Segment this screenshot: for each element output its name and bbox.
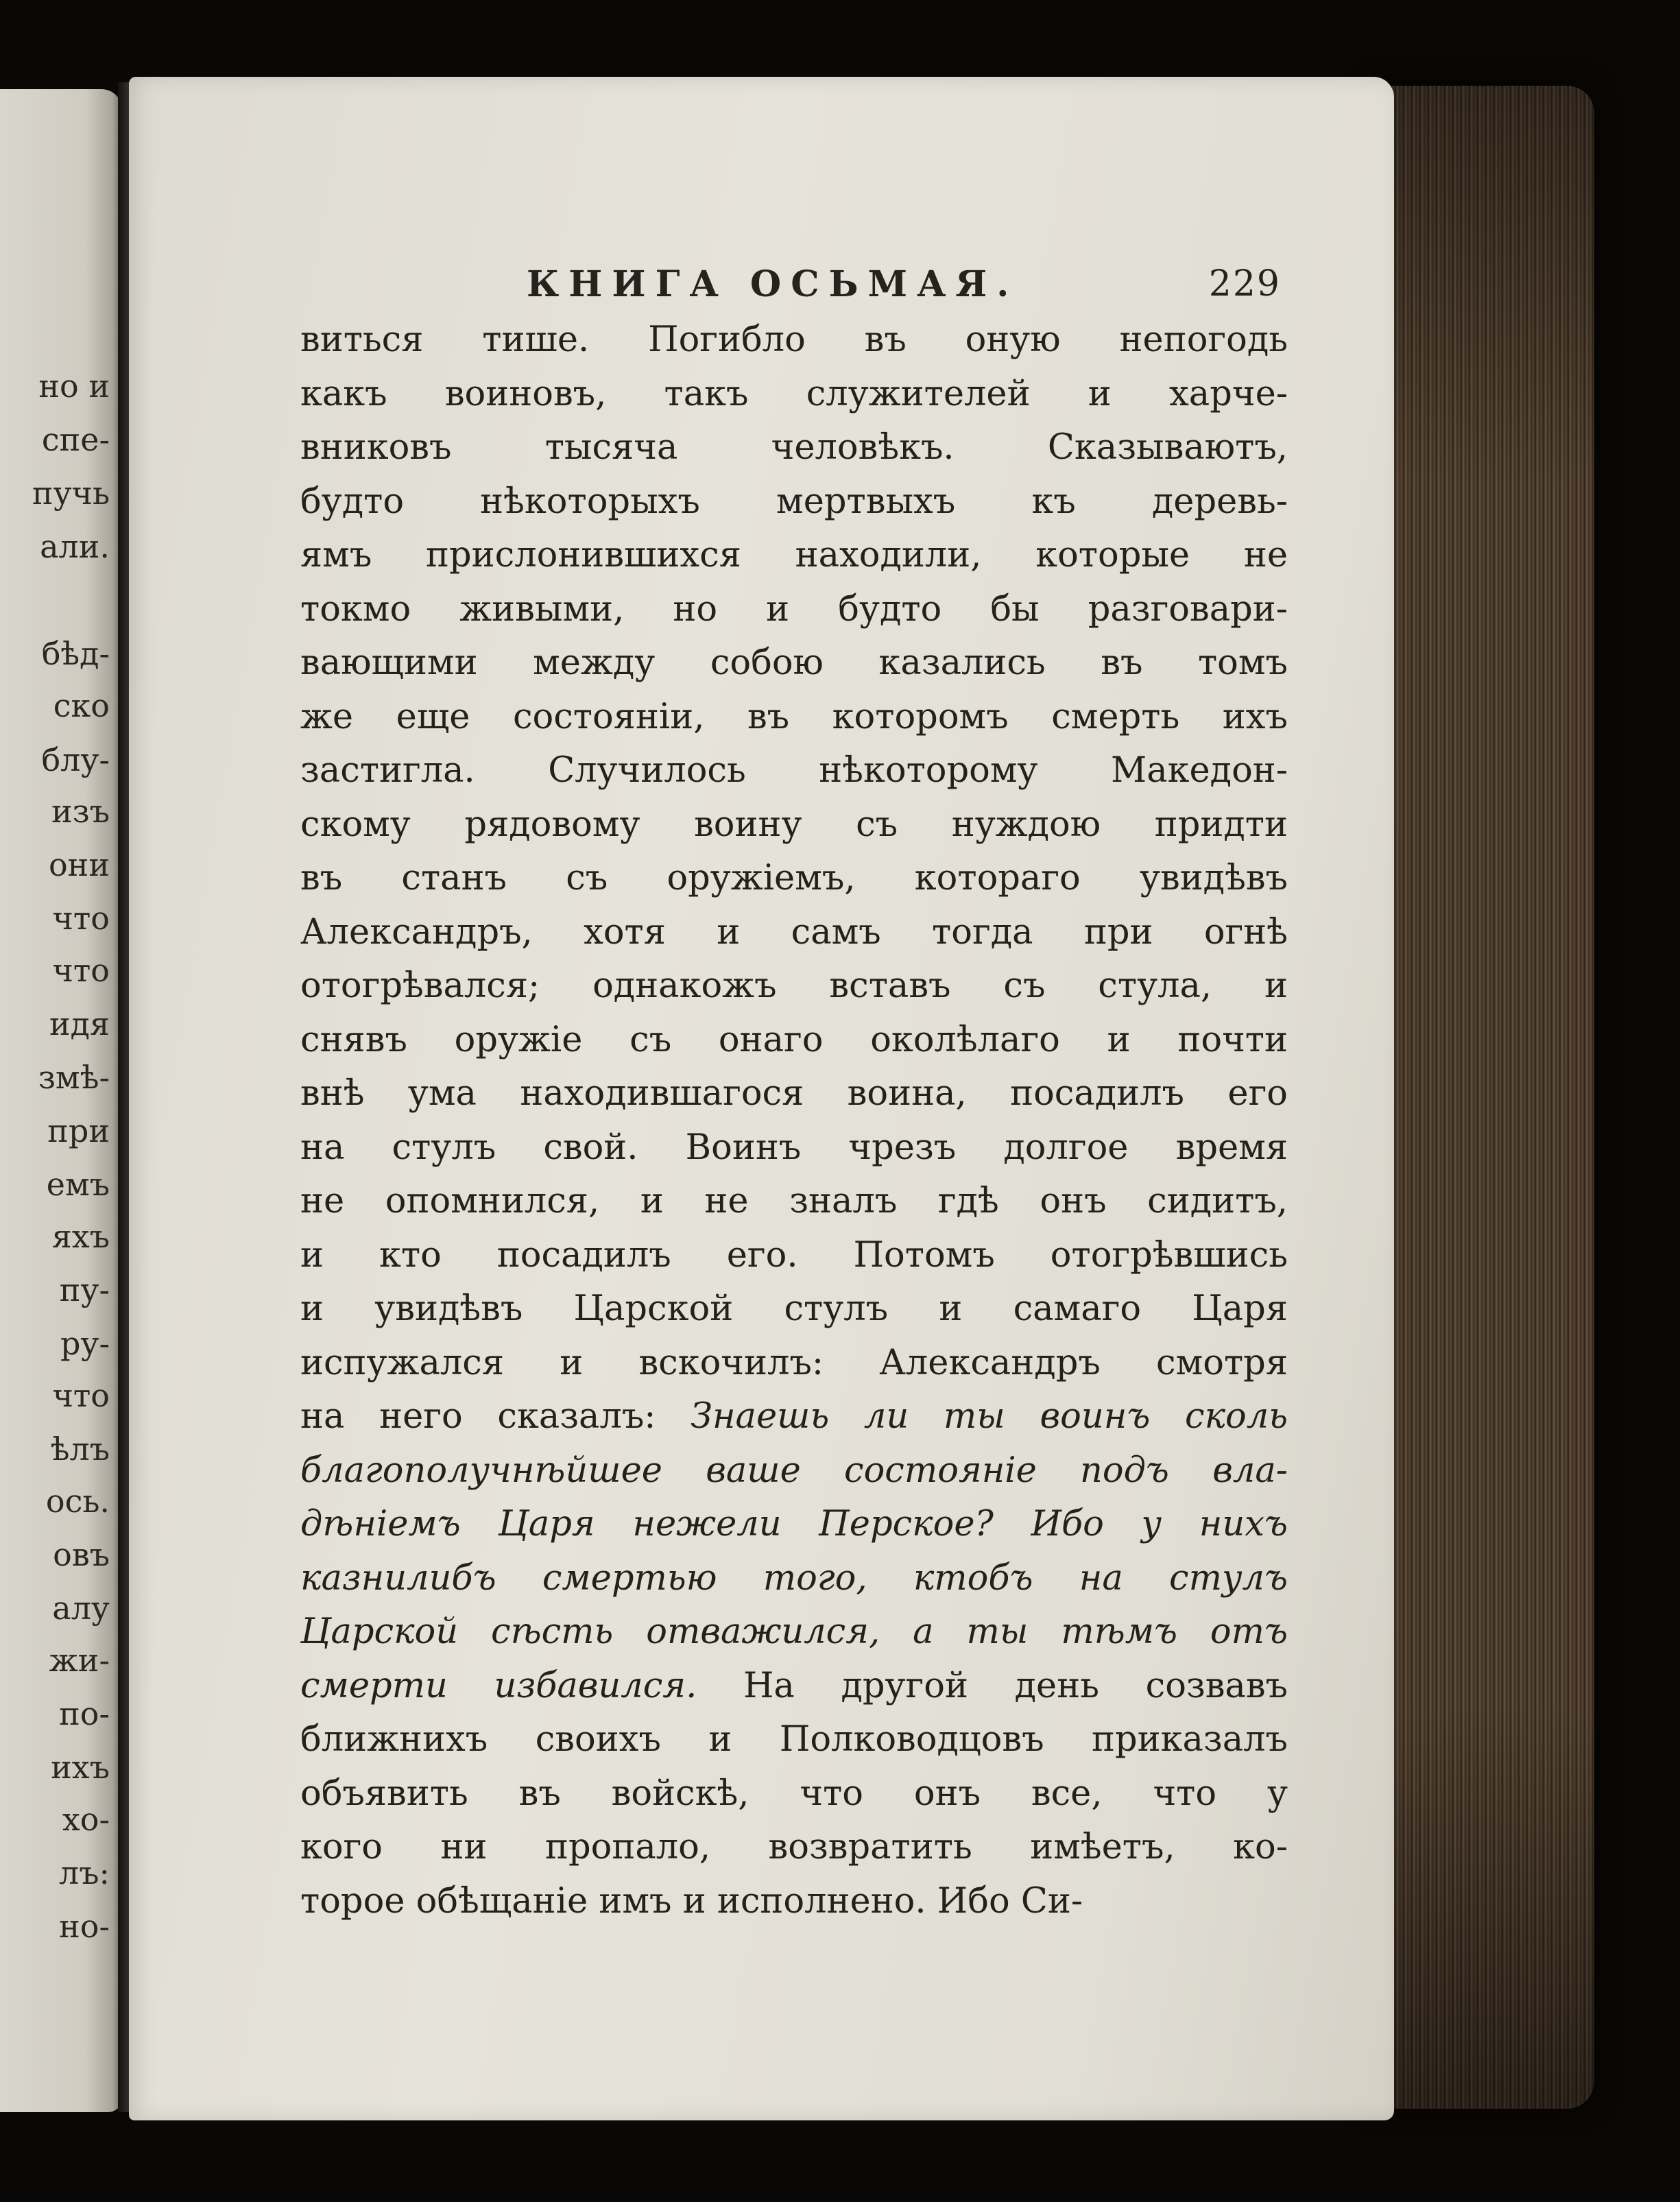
left-page-fragment: ру- bbox=[60, 1325, 110, 1362]
text-line: ямъ прислонившихся находили, которые не bbox=[300, 535, 1288, 575]
left-page-fragment: змѣ- bbox=[38, 1059, 110, 1096]
text-line: и увидѣвъ Царской стулъ и самаго Царя bbox=[300, 1289, 1288, 1329]
italic-speech: Знаешь ли ты воинъ сколь bbox=[691, 1396, 1288, 1437]
text-line: торое обѣщаніе имъ и исполнено. Ибо Си- bbox=[300, 1880, 1083, 1922]
left-page-fragment: ско bbox=[53, 687, 110, 724]
text-line: отогрѣвался; однакожъ вставъ съ стула, и bbox=[300, 966, 1288, 1006]
left-page-fragment: овъ bbox=[53, 1536, 110, 1573]
running-title: КНИГА ОСЬМАЯ. bbox=[527, 263, 1019, 305]
left-page-fragment: что bbox=[52, 900, 110, 937]
text-line: снявъ оружіе съ онаго околѣлаго и почти bbox=[300, 1019, 1288, 1060]
left-page-fragment: но и bbox=[38, 368, 110, 405]
right-page bbox=[129, 77, 1394, 2120]
left-page-fragment: ось. bbox=[45, 1483, 110, 1520]
italic-line: Царской сѣсть отважился, а ты тѣмъ отъ bbox=[300, 1612, 1288, 1652]
left-page-fragment: они bbox=[48, 846, 110, 883]
text-line: будто нѣкоторыхъ мертвыхъ къ деревь- bbox=[300, 481, 1288, 522]
text-line: объявить въ войскѣ, что онъ все, что у bbox=[300, 1773, 1288, 1814]
left-page-fragment: лъ: bbox=[59, 1854, 110, 1891]
text-line: токмо живыми, но и будто бы разговари- bbox=[300, 588, 1288, 630]
left-page-fragment: по- bbox=[59, 1695, 110, 1732]
page-edges bbox=[1375, 86, 1594, 2109]
text-line: виться тише. Погибло въ оную непогодь bbox=[300, 320, 1288, 360]
text-segment: На другой день созвавъ bbox=[697, 1665, 1288, 1706]
left-page-fragment: алу bbox=[52, 1590, 110, 1627]
italic-speech: смерти избавился. bbox=[300, 1665, 697, 1706]
left-page-fragment: пучь bbox=[32, 475, 110, 512]
text-line-mixed bbox=[300, 1660, 1288, 1714]
left-page-fragment: что bbox=[52, 1377, 110, 1414]
text-line: Александръ, хотя и самъ тогда при огнѣ bbox=[300, 911, 1288, 953]
text-line: скому рядовому воину съ нуждою придти bbox=[300, 804, 1288, 845]
left-page-fragment: пу- bbox=[59, 1271, 110, 1308]
text-line: въ станъ съ оружіемъ, котораго увидѣвъ bbox=[300, 858, 1288, 898]
page-number: 229 bbox=[1208, 263, 1281, 304]
text-line: какъ воиновъ, такъ служителей и харче- bbox=[300, 373, 1288, 414]
left-page-fragment: ихъ bbox=[51, 1749, 110, 1786]
left-page-fragment: блу- bbox=[41, 741, 110, 778]
text-line-mixed bbox=[300, 1390, 1288, 1444]
text-line: ближнихъ своихъ и Полководцовъ приказалъ bbox=[300, 1719, 1288, 1760]
text-line: на стулъ свой. Воинъ чрезъ долгое время bbox=[300, 1127, 1288, 1168]
text-line: же еще состояніи, въ которомъ смерть ихъ bbox=[300, 696, 1288, 737]
left-page-fragment: идя bbox=[49, 1005, 110, 1042]
left-page-fragment: но- bbox=[59, 1908, 110, 1945]
left-page-fragment: али. bbox=[40, 528, 110, 565]
text-line: испужался и вскочилъ: Александръ смотря bbox=[300, 1342, 1288, 1383]
text-line: вниковъ тысяча человѣкъ. Сказываютъ, bbox=[300, 427, 1288, 468]
left-page-fragment: емъ bbox=[46, 1166, 110, 1203]
text-line: кого ни пропало, возвратить имѣетъ, ко- bbox=[300, 1827, 1288, 1867]
text-line: и кто посадилъ его. Потомъ отогрѣвшись bbox=[300, 1234, 1288, 1276]
text-segment: на него сказалъ: bbox=[300, 1396, 691, 1437]
text-line: не опомнился, и не зналъ гдѣ онъ сидитъ, bbox=[300, 1181, 1288, 1221]
left-page-fragment: яхъ bbox=[51, 1218, 110, 1255]
left-page-fragment: жи- bbox=[49, 1642, 110, 1679]
left-page-fragment: что bbox=[52, 952, 110, 989]
left-page-fragment: ѣлъ bbox=[50, 1431, 110, 1468]
left-page-fragment: хо- bbox=[62, 1801, 110, 1838]
left-page-fragment: бѣд- bbox=[41, 635, 110, 672]
left-page-fragment: изъ bbox=[51, 793, 110, 830]
body-text bbox=[300, 313, 1288, 1928]
left-page-fragment: спе- bbox=[41, 421, 110, 458]
italic-line: благополучнѣйшее ваше состояніе подъ вла- bbox=[300, 1450, 1288, 1491]
italic-line: дѣніемъ Царя нежели Перское? Ибо у нихъ bbox=[300, 1504, 1288, 1544]
left-page-fragment: при bbox=[47, 1112, 110, 1149]
text-line: вающими между собою казались въ томъ bbox=[300, 643, 1288, 683]
text-line: застигла. Случилось нѣкоторому Македон- bbox=[300, 750, 1288, 791]
page-header bbox=[527, 263, 1281, 318]
left-page bbox=[0, 89, 122, 2112]
italic-line: казнилибъ смертью того, ктобъ на стулъ bbox=[300, 1557, 1288, 1599]
text-line: внѣ ума находившагося воина, посадилъ его bbox=[300, 1073, 1288, 1114]
